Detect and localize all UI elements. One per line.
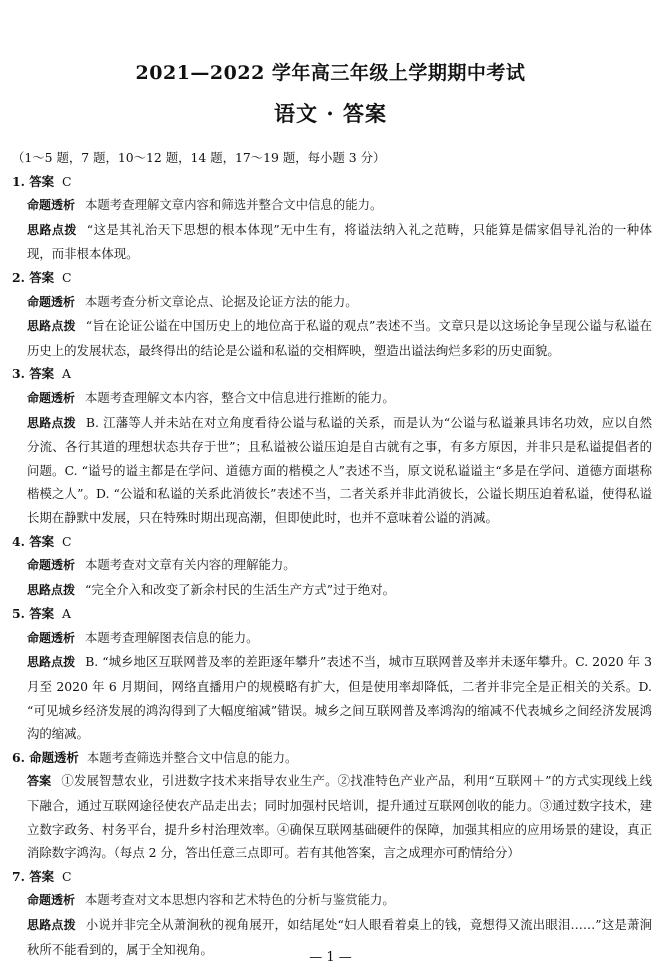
- answer-value: C: [62, 269, 72, 285]
- question-3: [12, 362, 652, 529]
- analysis-row: [12, 553, 652, 578]
- question-number: 6. 命题透析: [12, 749, 79, 765]
- analysis-row: [12, 193, 652, 218]
- row-text: B. “城乡地区互联网普及率的差距逐年攀升”表述不当，城市互联网普及率并未逐年攀升。C. 2020 年 3 月至 2020 年 6 月期间，网络直播用户的规模略有扩大，但是使用率却降低，二者并非完全是正相关的关系。D. “可见城乡经济发展的鸿沟得到了大幅度缩减”错误。城乡之间互联网普及率鸿沟的缩减不代表城乡之间经济发展鸿沟的缩减。: [27, 654, 652, 742]
- row-label: 思路点拨: [27, 918, 76, 932]
- row-text: 本题考查理解图表信息的能力。: [85, 629, 259, 645]
- row-text: ①发展智慧农业，引进数字技术来指导农业生产。②找准特色产业产品，利用“互联网＋”的方式实现线上线下融合，通过互联网途径使农产品走出去；同时加强村民培训，提升通过互联网创收的能力。③通过数字技术，建立数字政务、村务平台，提升乡村治理效率。④确保互联网基础硬件的保障，加强其相应的应用场景的建设，真正消除数字鸿沟。（每点 2 分，答出任意三点即可。若有其他答案，言之成理亦可酌情给分）: [27, 773, 652, 861]
- row-label: 思路点拨: [27, 319, 76, 334]
- question-header: [12, 170, 652, 194]
- hint-row: [12, 650, 652, 745]
- row-text: 本题考查对文本思想内容和艺术特色的分析与鉴赏能力。: [85, 892, 395, 908]
- hint-row: [12, 578, 652, 603]
- row-label: 思路点拨: [27, 655, 76, 670]
- question-header: [12, 362, 652, 386]
- answer-value: C: [62, 868, 72, 884]
- hint-row: [12, 218, 652, 266]
- row-label: 命题透析: [27, 198, 76, 213]
- question-header: [12, 746, 652, 770]
- row-label: 命题透析: [27, 558, 76, 573]
- exam-title: 2021—2022 学年高三年级上学期期中考试: [135, 62, 526, 84]
- question-header: [12, 266, 652, 290]
- row-label: 思路点拨: [27, 415, 76, 430]
- row-label: 思路点拨: [27, 222, 77, 237]
- question-number: 5. 答案: [12, 606, 55, 622]
- answer-value: C: [62, 173, 72, 189]
- answer-value: A: [62, 606, 71, 622]
- question-number: 3. 答案: [12, 366, 55, 382]
- analysis-row: [12, 626, 652, 651]
- row-text: “这是其礼治天下思想的根本体现”无中生有，将谥法纳入礼之范畴，只能算是儒家倡导礼治的一种体现，而非根本体现。: [27, 221, 652, 262]
- question-4: [12, 530, 652, 603]
- analysis-row: [12, 290, 652, 315]
- answer-value: A: [62, 366, 71, 382]
- row-text: B. 江藩等人并未站在对立角度看待公谥与私谥的关系，而是认为“公谥与私谥兼具讳名功效，应以自然分流、各行其道的理想状态共存于世”；且私谥被公谥压迫是自古就有之事，有多方原因，并非只是私谥提倡者的问题。C. “谥号的谥主都是在学问、道德方面的楷模之人”表述不当，原文说私谥谥主“多是在学问、道德方面堪称楷模之人”。D. “公谥和私谥的关系此消彼长”表述不当，二者关系并非此消彼长，公谥长期压迫着私谥，使得私谥长期在静默中发展，只在特殊时期出现高潮，但即使此时，也并不意味着公谥的消减。: [27, 414, 652, 525]
- row-text: “旨在论证公谥在中国历史上的地位高于私谥的观点”表述不当。文章只是以这场论争呈现公谥与私谥在历史上的发展状态，最终得出的结论是公谥和私谥的交相辉映，塑造出谥法绚烂多彩的历史面貌。: [27, 318, 652, 358]
- row-text: 本题考查分析文章论点、论据及论证方法的能力。: [85, 293, 358, 309]
- analysis-row: [12, 888, 652, 913]
- question-5: [12, 602, 652, 746]
- row-label: 命题透析: [27, 630, 76, 645]
- row-text: 小说并非完全从萧涧秋的视角展开，如结尾处“妇人眼看着桌上的钱，竟想得又流出眼泪……”这是萧涧秋所不能看到的，属于全知视角。: [27, 917, 652, 957]
- question-number: 4. 答案: [12, 533, 55, 549]
- question-7: [12, 865, 652, 961]
- answer-content: [12, 146, 652, 961]
- analysis-text: 本题考查筛选并整合文中信息的能力。: [86, 749, 298, 765]
- hint-row: [12, 314, 652, 362]
- row-text: “完全介入和改变了新余村民的生活生产方式”过于绝对。: [85, 581, 396, 597]
- question-number: 1. 答案: [12, 173, 55, 189]
- scoring-note: （1～5 题，7 题，10～12 题，14 题，17～19 题，每小题 3 分）: [12, 150, 386, 165]
- page-number: — 1 —: [309, 950, 352, 965]
- question-1: [12, 170, 652, 266]
- analysis-row: [12, 386, 652, 411]
- exam-subtitle: 语文 · 答案: [274, 101, 387, 126]
- row-label: 思路点拨: [27, 582, 76, 597]
- question-number: 2. 答案: [12, 269, 55, 285]
- answer-row: [12, 769, 652, 864]
- row-text: 本题考查理解文本内容，整合文中信息进行推断的能力。: [85, 389, 395, 405]
- row-text: 本题考查对文章有关内容的理解能力。: [85, 557, 296, 573]
- row-label: 命题透析: [27, 294, 76, 309]
- row-label: 答案: [27, 774, 52, 789]
- question-2: [12, 266, 652, 362]
- question-6: [12, 746, 652, 865]
- row-label: 命题透析: [27, 390, 76, 405]
- answer-value: C: [62, 533, 72, 549]
- row-label: 命题透析: [27, 893, 76, 908]
- question-header: [12, 530, 652, 554]
- question-number: 7. 答案: [12, 868, 55, 884]
- question-header: [12, 602, 652, 626]
- question-header: [12, 865, 652, 889]
- row-text: 本题考查理解文章内容和筛选并整合文中信息的能力。: [85, 197, 383, 213]
- hint-row: [12, 411, 652, 530]
